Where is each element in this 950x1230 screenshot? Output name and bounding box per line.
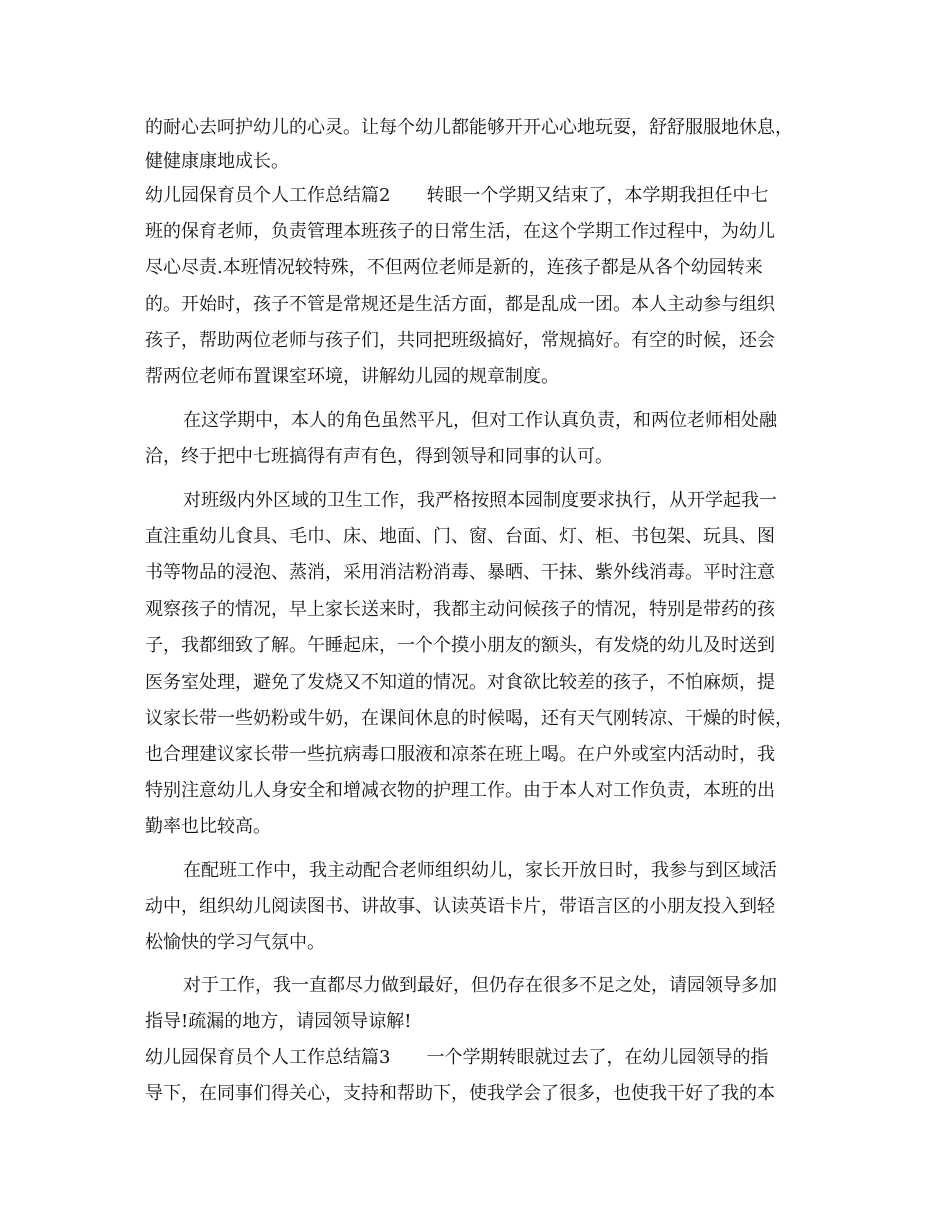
text-line: 帮两位老师布置课室环境，讲解幼儿园的规章制度。	[145, 366, 559, 387]
text-line: 书等物品的浸泡、蒸消，采用消洁粉消毒、暴晒、干抹、紫外线消毒。平时注意	[145, 562, 775, 583]
text-line: 议家长带一些奶粉或牛奶，在课间休息的时候喝，还有天气刚转凉、干燥的时候，	[145, 708, 793, 729]
paragraph-first-line: 对班级内外区域的卫生工作，我严格按照本园制度要求执行，从开学起我一	[183, 490, 777, 511]
text-line: 子，我都细致了解。午睡起床，一个个摸小朋友的额头，有发烧的幼儿及时送到	[145, 635, 775, 656]
paragraph-first-line: 在配班工作中，我主动配合老师组织幼儿，家长开放日时，我参与到区域活	[183, 860, 777, 881]
text-line: 洽，终于把中七班搞得有声有色，得到领导和同事的认可。	[145, 446, 613, 467]
text-line: 尽心尽责.本班情况较特殊，不但两位老师是新的，连孩子都是从各个幼园转来	[145, 257, 763, 278]
text-line: 指导!疏漏的地方，请园领导谅解!	[145, 1011, 412, 1032]
text-line: 勤率也比较高。	[145, 816, 271, 837]
section-heading-line: 幼儿园保育员个人工作总结篇2 转眼一个学期又结束了，本学期我担任中七	[145, 185, 769, 206]
text-line: 孩子，帮助两位老师与孩子们，共同把班级搞好，常规搞好。有空的时候，还会	[145, 330, 775, 351]
section-heading-line: 幼儿园保育员个人工作总结篇3 一个学期转眼就过去了，在幼儿园领导的指	[145, 1047, 769, 1068]
text-line: 动中，组织幼儿阅读图书、讲故事、认读英语卡片，带语言区的小朋友投入到轻	[145, 896, 775, 917]
text-line: 健健康康地成长。	[145, 151, 289, 172]
text-line: 直注重幼儿食具、毛巾、床、地面、门、窗、台面、灯、柜、书包架、玩具、图	[145, 526, 775, 547]
text-line: 特别注意幼儿人身安全和增减衣物的护理工作。由于本人对工作负责，本班的出	[145, 780, 775, 801]
text-line: 导下，在同事们得关心，支持和帮助下，使我学会了很多，也使我干好了我的本	[145, 1083, 775, 1104]
text-line: 班的保育老师，负责管理本班孩子的日常生活，在这个学期工作过程中，为幼儿	[145, 221, 775, 242]
paragraph-first-line: 在这学期中，本人的角色虽然平凡，但对工作认真负责，和两位老师相处融	[183, 410, 777, 431]
paragraph-first-line: 对于工作，我一直都尽力做到最好，但仍存在很多不足之处，请园领导多加	[183, 975, 777, 996]
text-line: 医务室处理，避免了发烧又不知道的情况。对食欲比较差的孩子，不怕麻烦，提	[145, 672, 775, 693]
text-line: 观察孩子的情况，早上家长送来时，我都主动问候孩子的情况，特别是带药的孩	[145, 599, 775, 620]
text-line: 松愉快的学习气氛中。	[145, 932, 325, 953]
text-line: 的耐心去呵护幼儿的心灵。让每个幼儿都能够开开心心地玩耍，舒舒服服地休息，	[145, 117, 793, 138]
text-line: 的。开始时，孩子不管是常规还是生活方面，都是乱成一团。本人主动参与组织	[145, 294, 775, 315]
text-line: 也合理建议家长带一些抗病毒口服液和凉茶在班上喝。在户外或室内活动时，我	[145, 744, 775, 765]
